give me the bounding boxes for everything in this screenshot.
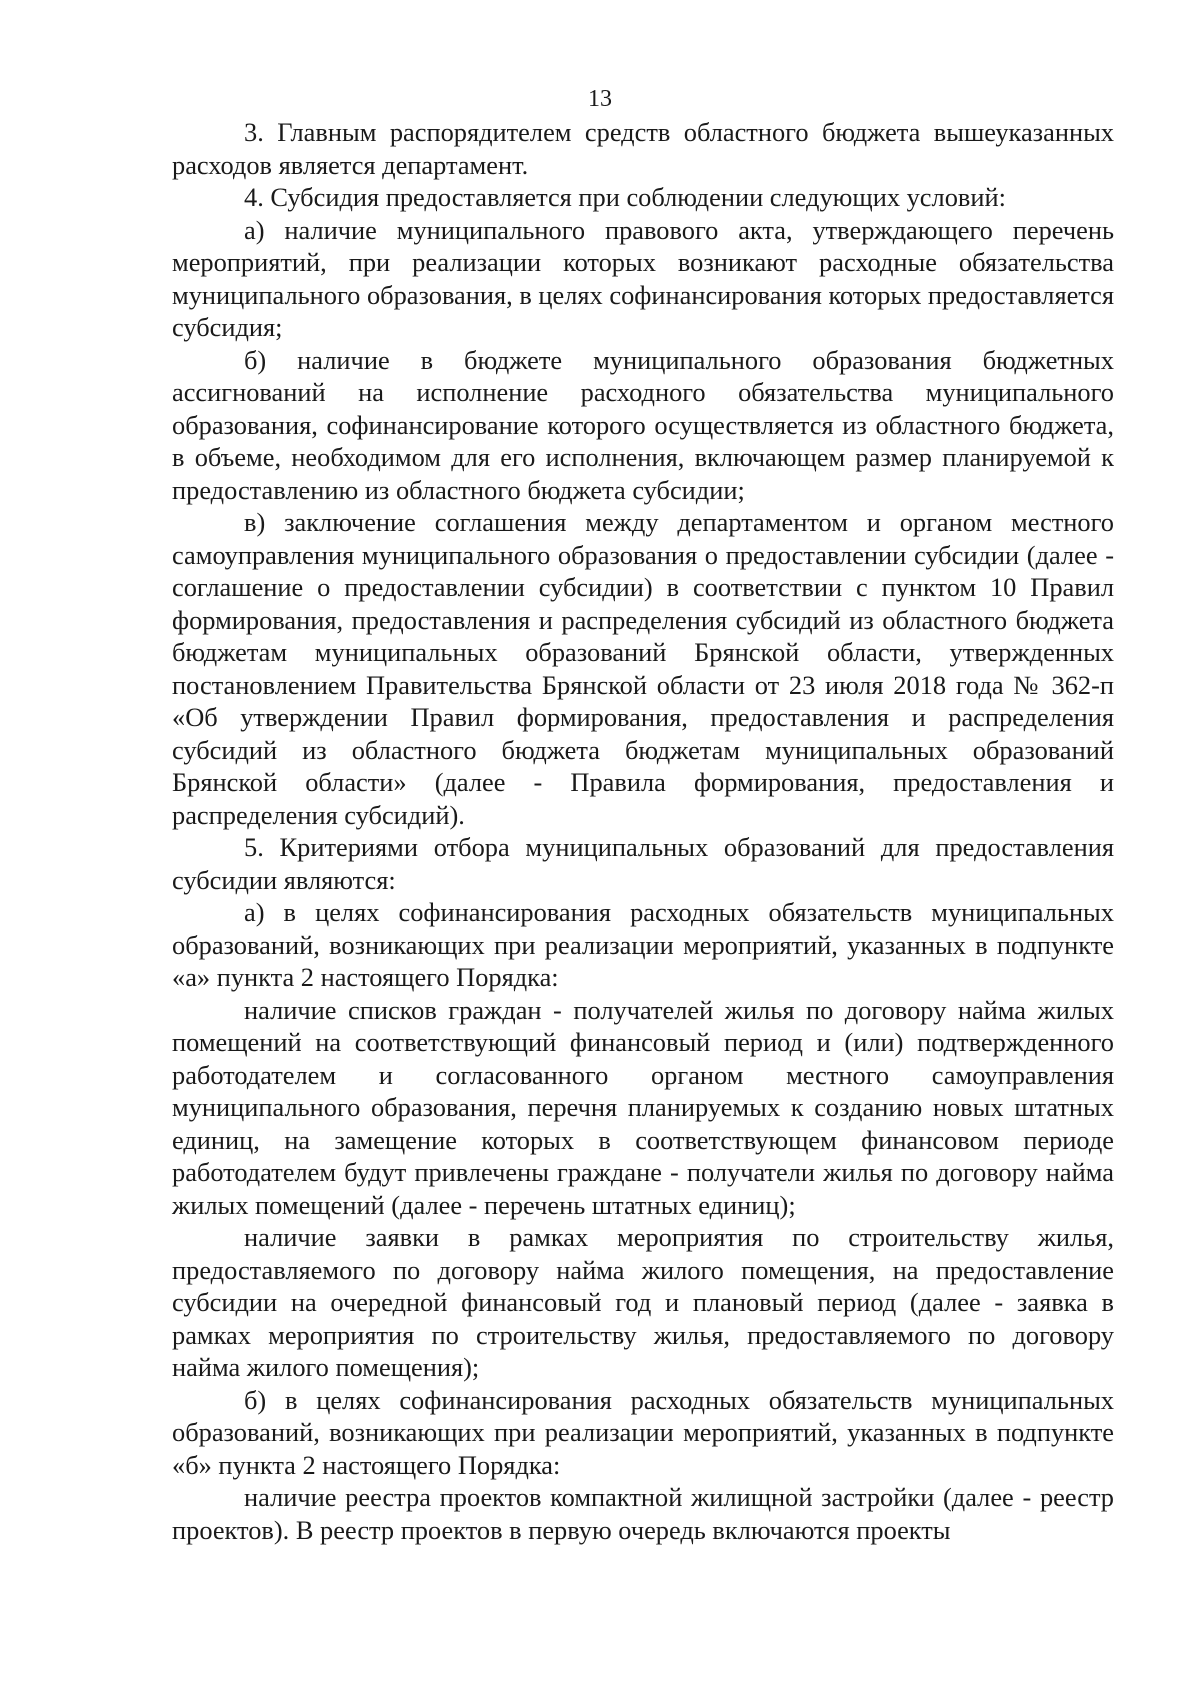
paragraph-4: 4. Субсидия предоставляется при соблюдении следующих условий: <box>244 182 1006 212</box>
paragraph-4a: а) наличие муниципального правового акта, утверждающего перечень мероприятий, при реализации которых возникают расходные обязательства муниципального образования, в целях софинансирования которых предоставляется субсидия; <box>172 214 1114 342</box>
paragraph-5b-registry: наличие реестра проектов компактной жилищной застройки (далее - реестр проектов). В реестр проектов в первую очередь включаются проекты <box>172 1482 1114 1545</box>
paragraph-5a-application: наличие заявки в рамках мероприятия по строительству жилья, предоставляемого по договору найма жилого помещения, на предоставление субсидии на очередной финансовый год и плановый период (далее - заявка в рамках мероприятия по строительству жилья, предоставляемого по договору найма жилого помещения); <box>172 1222 1114 1382</box>
paragraph-5a: а) в целях софинансирования расходных обязательств муниципальных образований, возникающих при реализации мероприятий, указанных в подпункте «а» пункта 2 настоящего Порядка: <box>172 897 1114 992</box>
paragraph-5b: б) в целях софинансирования расходных обязательств муниципальных образований, возникающих при реализации мероприятий, указанных в подпункте «б» пункта 2 настоящего Порядка: <box>172 1384 1114 1480</box>
paragraph-4b: б) наличие в бюджете муниципального образования бюджетных ассигнований на исполнение расходного обязательства муниципального образования, софинансирование которого осуществляется из областного бюджета, в объеме, необходимом для его исполнения, включающем размер планируемой к предоставлению из областного бюджета субсидии; <box>172 344 1114 505</box>
paragraph-5a-staff-lists: наличие списков граждан - получателей жилья по договору найма жилых помещений на соответствующий финансовый период и (или) подтвержденного работодателем и согласованного органом местного самоуправления муниципального образования, перечня планируемых к созданию новых штатных единиц, на замещение которых в соответствующем финансовом периоде работодателем будут привлечены граждане - получатели жилья по договору найма жилых помещений (далее - перечень штатных единиц); <box>172 994 1114 1220</box>
paragraph-4v: в) заключение соглашения между департаментом и органом местного самоуправления муниципального образования о предоставлении субсидии (далее - соглашение о предоставлении субсидии) в соответствии с пунктом 10 Правил формирования, предоставления и распределения субсидий из областного бюджета бюджетам муниципальных образований Брянской области, утвержденных постановлением Правительства Брянской области от 23 июля 2018 года № 362-п «Об утверждении Правил формирования, предоставления и распределения субсидий из областного бюджета бюджетам муниципальных образований Брянской области» (далее - Правила формирования, предоставления и распределения субсидий). <box>172 507 1114 830</box>
page-number: 13 <box>588 86 612 112</box>
paragraph-5: 5. Критериями отбора муниципальных образований для предоставления субсидии являются: <box>172 832 1114 895</box>
paragraph-3: 3. Главным распорядителем средств областного бюджета вышеуказанных расходов является департамент. <box>172 117 1114 180</box>
document-body <box>172 116 1114 1546</box>
